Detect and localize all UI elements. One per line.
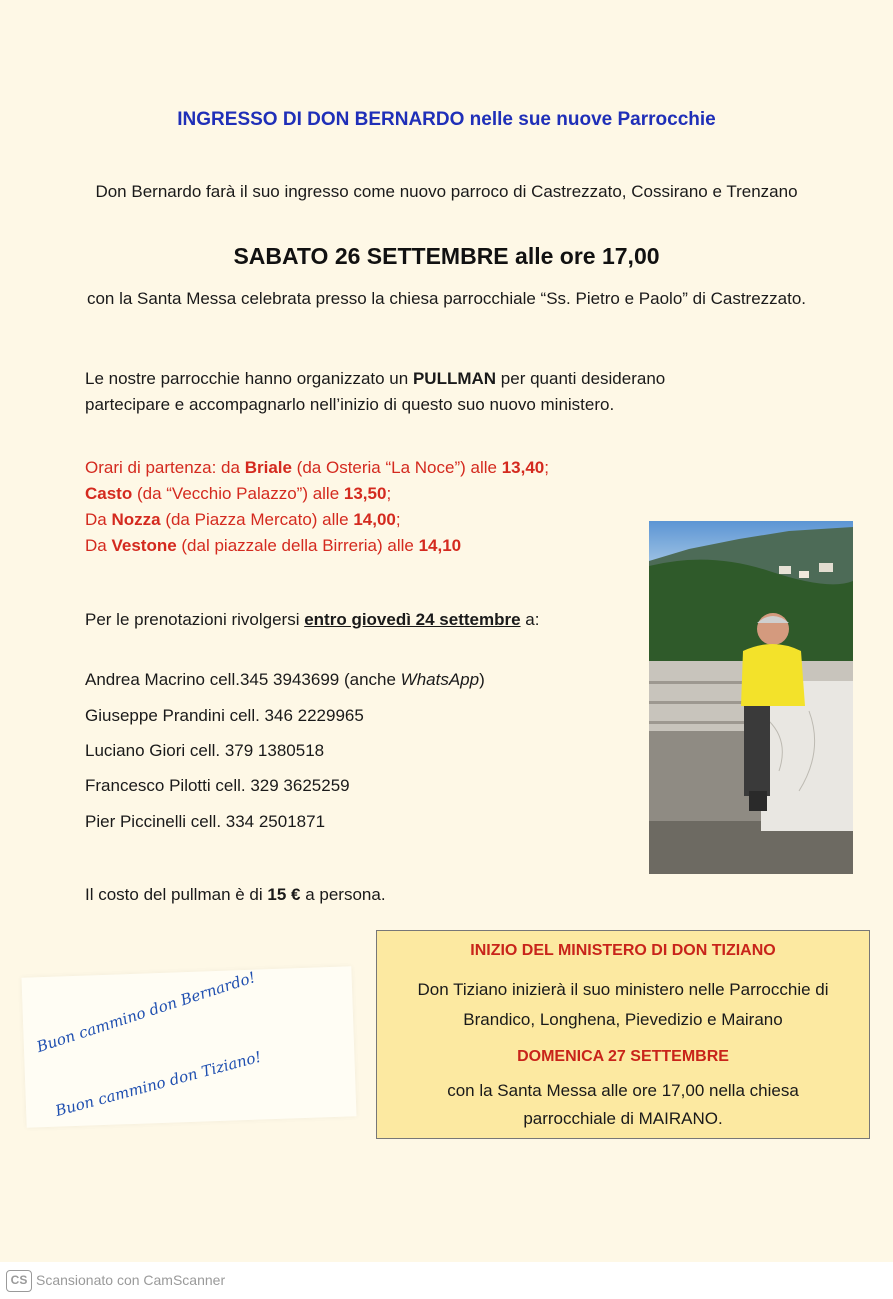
departure-row: Casto (da “Vecchio Palazzo”) alle 13,50; (85, 484, 392, 503)
tiziano-info-box (376, 930, 870, 1139)
wish-tiziano: Buon cammino don Tiziano! (53, 1047, 264, 1120)
box-heading: INIZIO DEL MINISTERO DI DON TIZIANO (470, 942, 776, 959)
portrait-photo (649, 521, 853, 874)
departure-row: Da Nozza (da Piazza Mercato) alle 14,00; (85, 510, 401, 529)
contact-row: Francesco Pilotti cell. 329 3625259 (85, 776, 350, 795)
box-description: Don Tiziano inizierà il suo ministero nelle Parrocchie di Brandico, Longhena, Pievedizio e Mairano (417, 980, 829, 1029)
box-mass-info: con la Santa Messa alle ore 17,00 nella chiesa parrocchiale di MAIRANO. (447, 1081, 799, 1128)
departure-row: Da Vestone (dal piazzale della Birreria) alle 14,10 (85, 536, 462, 555)
bus-keyword: PULLMAN (412, 369, 497, 388)
cost-paragraph: Il costo del pullman è di 15 € a persona. (85, 885, 386, 904)
camscanner-logo-icon: CS (6, 1270, 32, 1292)
contact-row: Andrea Macrino cell.345 3943699 (anche WhatsApp) (85, 670, 485, 689)
departure-row: Orari di partenza: da Briale (da Osteria “La Noce”) alle 13,40; (85, 458, 549, 477)
scanner-watermark-text: Scansionato con CamScanner (36, 1272, 226, 1288)
contact-row: Luciano Giori cell. 379 1380518 (85, 741, 325, 760)
intro-text: Don Bernardo farà il suo ingresso come nuovo parroco di Castrezzato, Cossirano e Trenzano (95, 182, 798, 201)
departure-times (85, 455, 725, 559)
booking-paragraph: Per le prenotazioni rivolgersi entro giovedì 24 settembre a: (85, 610, 540, 629)
cost-amount: 15 € (267, 885, 301, 904)
booking-deadline: entro giovedì 24 settembre (304, 610, 521, 629)
wish-bernardo: Buon cammino don Bernardo! (34, 968, 258, 1056)
mass-description: con la Santa Messa celebrata presso la chiesa parrocchiale “Ss. Pietro e Paolo” di Castrezzato. (86, 289, 807, 308)
box-date: DOMENICA 27 SETTEMBRE (517, 1048, 729, 1065)
scanner-footer (0, 1262, 893, 1299)
contact-row: Giuseppe Prandini cell. 346 2229965 (85, 706, 364, 725)
event-date-heading: SABATO 26 SETTEMBRE alle ore 17,00 (233, 243, 660, 269)
portrait-photo-illustration (649, 521, 853, 874)
contact-row: Pier Piccinelli cell. 334 2501871 (85, 812, 326, 831)
flyer-title: INGRESSO DI DON BERNARDO nelle sue nuove Parrocchie (177, 109, 716, 130)
bus-paragraph: Le nostre parrocchie hanno organizzato un PULLMAN per quanti desiderano partecipare e accompagnarlo nell’inizio di questo suo nuovo ministero. (85, 369, 666, 414)
